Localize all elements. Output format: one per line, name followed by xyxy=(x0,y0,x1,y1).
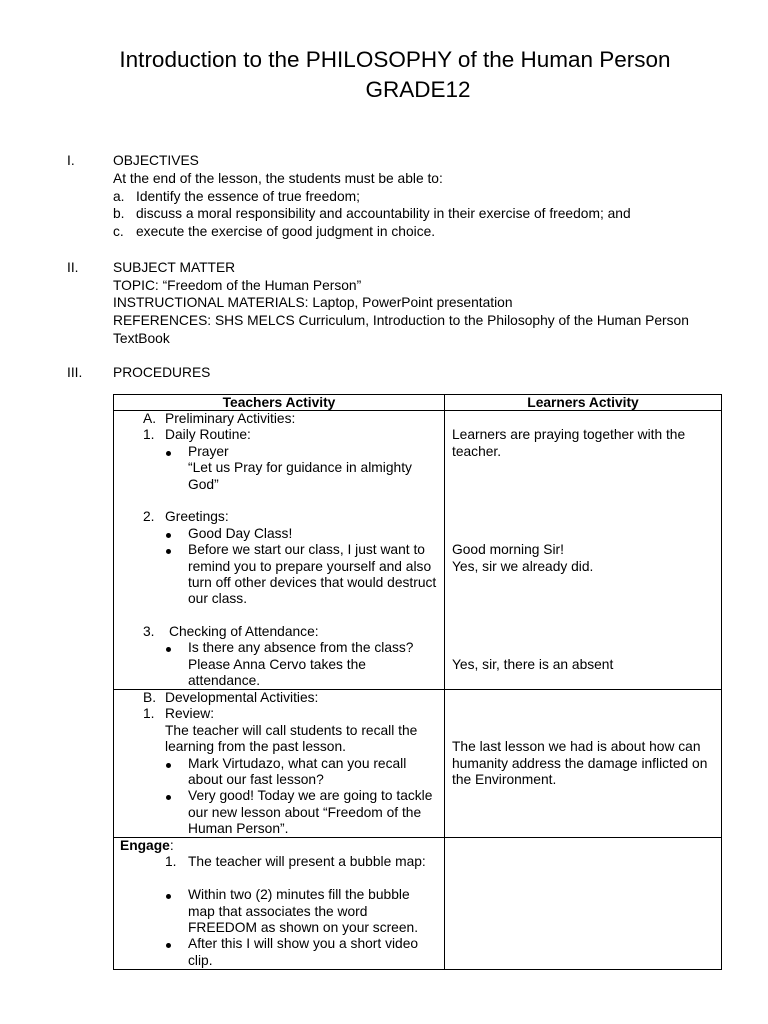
bullet-item xyxy=(120,887,444,903)
step-description-line: The teacher will call students to recall the xyxy=(165,722,418,738)
document-title xyxy=(0,45,768,105)
bullet-line: attendance. xyxy=(188,673,261,689)
bullet-line: clip. xyxy=(188,952,213,968)
objective-marker: c. xyxy=(113,224,124,239)
engage-colon: : xyxy=(169,838,174,853)
bullet-icon xyxy=(166,894,171,899)
bullet-line: turn off other devices that would destruct xyxy=(188,574,437,590)
bullet-line: Please Anna Cervo takes the xyxy=(188,656,366,672)
objective-item xyxy=(113,188,722,206)
topic-line: TOPIC: “Freedom of the Human Person” xyxy=(113,277,362,293)
bullet-line: Mark Virtudazo, what can you recall xyxy=(188,755,407,771)
bullet-line: Within two (2) minutes fill the bubble xyxy=(188,887,410,903)
section-marker: B. xyxy=(143,690,157,705)
engage-heading xyxy=(120,838,444,854)
bullet-item xyxy=(120,542,444,558)
section-heading: PROCEDURES xyxy=(113,365,211,381)
bullet-icon xyxy=(166,943,171,948)
response-line: Good morning Sir! xyxy=(452,542,564,558)
title-line: Introduction to the PHILOSOPHY of the Human Person xyxy=(119,47,671,72)
step-daily-routine xyxy=(120,427,444,443)
response-line: Yes, sir, there is an absent xyxy=(452,656,614,672)
header-teachers-activity: Teachers Activity xyxy=(114,395,445,411)
step-greetings xyxy=(120,509,444,525)
bullet-item xyxy=(120,936,444,952)
response-line: teacher. xyxy=(452,443,502,459)
preliminary-learner-cell xyxy=(445,411,722,690)
engage-teacher-cell xyxy=(114,838,445,970)
step-marker: 2. xyxy=(143,509,155,525)
bullet-line: Is there any absence from the class? xyxy=(188,640,414,656)
objective-marker: a. xyxy=(113,188,125,204)
step-marker: 1. xyxy=(143,706,155,722)
section-label: Preliminary Activities: xyxy=(165,411,296,426)
preliminary-teacher-cell xyxy=(114,411,445,690)
bullet-line: Prayer xyxy=(188,443,229,459)
materials-line: INSTRUCTIONAL MATERIALS: Laptop, PowerPoint presentation xyxy=(113,295,513,311)
step-bubble-map xyxy=(120,854,444,870)
section-heading-preliminary xyxy=(120,411,444,427)
section-heading-developmental xyxy=(120,690,444,706)
bullet-line: After this I will show you a short video xyxy=(188,936,419,952)
step-review xyxy=(120,706,444,722)
response-line: Learners are praying together with the xyxy=(452,427,686,443)
step-label: Review: xyxy=(165,706,215,722)
section-marker: A. xyxy=(143,411,157,426)
bullet-line: Very good! Today we are going to tackle xyxy=(188,788,433,804)
developmental-teacher-cell xyxy=(114,690,445,838)
bullet-icon xyxy=(166,795,171,800)
engage-learner-cell xyxy=(445,838,722,970)
step-marker: 1. xyxy=(165,854,177,870)
references-line: REFERENCES: SHS MELCS Curriculum, Introduction to the Philosophy of the Human Person TextBook xyxy=(113,312,689,346)
objective-item xyxy=(113,205,722,223)
section-numeral: I. xyxy=(67,153,75,168)
bullet-item xyxy=(120,788,444,804)
step-marker: 3. xyxy=(143,624,155,640)
response-line: the Environment. xyxy=(452,771,557,787)
bullet-line: about our fast lesson? xyxy=(188,771,324,787)
bullet-icon xyxy=(166,647,171,652)
step-label: Daily Routine: xyxy=(165,427,251,443)
grade-level: GRADE12 xyxy=(365,77,471,102)
header-learners-activity: Learners Activity xyxy=(445,395,722,411)
bullet-line: Before we start our class, I just want to xyxy=(188,542,425,558)
step-label: Greetings: xyxy=(165,509,229,525)
section-numeral: II. xyxy=(67,260,79,276)
bullet-line: Human Person”. xyxy=(188,821,289,837)
step-description-line: learning from the past lesson. xyxy=(165,739,346,755)
bullet-line: Good Day Class! xyxy=(188,525,293,541)
subject-matter-body xyxy=(113,259,722,347)
bullet-icon xyxy=(166,533,171,538)
bullet-item xyxy=(120,640,444,656)
bullet-line: FREEDOM as shown on your screen. xyxy=(188,919,419,935)
developmental-learner-cell xyxy=(445,690,722,838)
bullet-line: map that associates the word xyxy=(188,903,368,919)
bullet-item xyxy=(120,444,444,460)
bullet-item xyxy=(120,526,444,542)
objective-text: execute the exercise of good judgment in choice. xyxy=(136,224,436,239)
bullet-line: our new lesson about “Freedom of the xyxy=(188,804,422,820)
bullet-icon xyxy=(166,549,171,554)
response-line: The last lesson we had is about how can xyxy=(452,739,701,755)
objective-marker: b. xyxy=(113,206,125,222)
section-numeral: III. xyxy=(67,365,83,381)
step-label: Checking of Attendance: xyxy=(169,624,319,640)
procedures-table xyxy=(113,394,722,970)
response-line: humanity address the damage inflicted on xyxy=(452,755,708,771)
objective-text: Identify the essence of true freedom; xyxy=(136,188,360,204)
bullet-icon xyxy=(166,451,171,456)
objective-item xyxy=(113,223,722,241)
section-label: Developmental Activities: xyxy=(165,690,319,705)
section-heading: OBJECTIVES xyxy=(113,153,199,168)
procedures-body xyxy=(113,364,722,382)
section-heading: SUBJECT MATTER xyxy=(113,260,236,276)
objectives-intro: At the end of the lesson, the students must be able to: xyxy=(113,170,443,186)
response-line: Yes, sir we already did. xyxy=(452,558,594,574)
bullet-line: our class. xyxy=(188,591,248,607)
bullet-line: “Let us Pray for guidance in almighty xyxy=(188,460,412,476)
bullet-line: God” xyxy=(188,476,219,492)
bullet-icon xyxy=(166,763,171,768)
bullet-item xyxy=(120,756,444,772)
engage-label: Engage xyxy=(120,838,170,853)
step-marker: 1. xyxy=(143,427,155,443)
bullet-line: remind you to prepare yourself and also xyxy=(188,558,432,574)
step-label: The teacher will present a bubble map: xyxy=(188,854,426,870)
objectives-body xyxy=(113,152,722,241)
step-checking-attendance xyxy=(120,624,444,640)
objective-text: discuss a moral responsibility and accountability in their exercise of freedom; and xyxy=(136,206,631,222)
